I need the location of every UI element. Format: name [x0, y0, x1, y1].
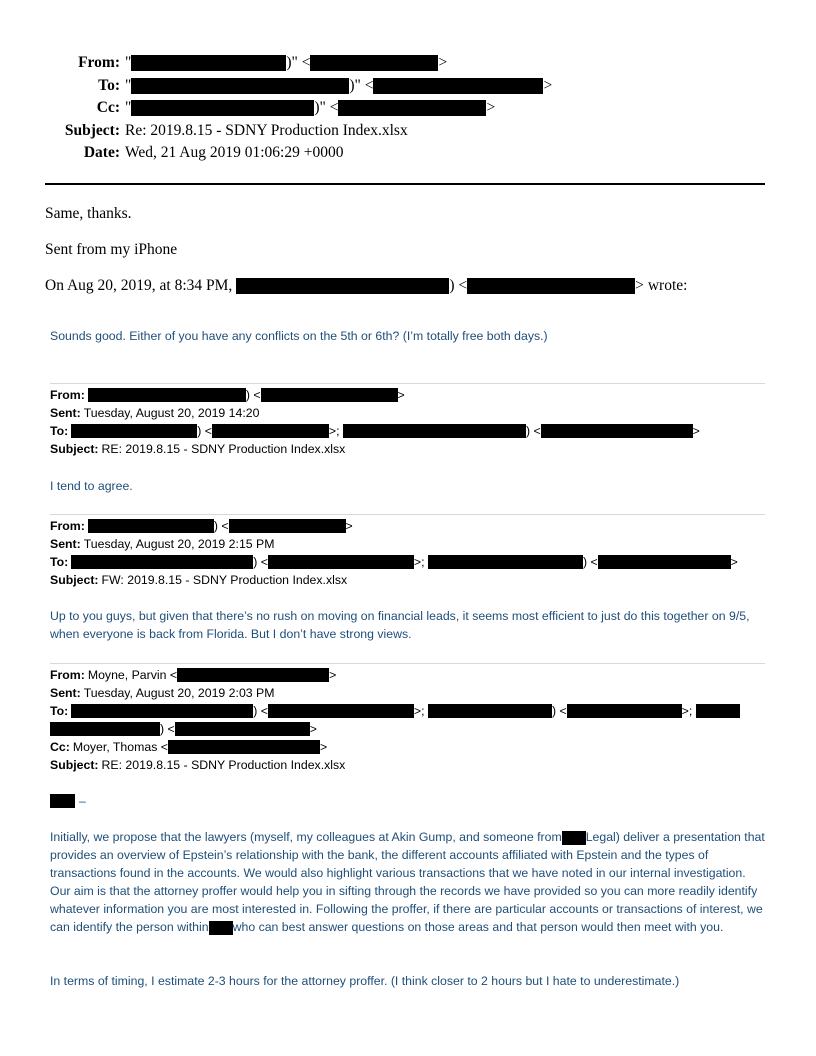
email-header: [45, 52, 553, 165]
redaction: [467, 278, 635, 294]
redaction: [175, 722, 310, 736]
redaction: [71, 424, 197, 438]
cc-label: Cc:: [96, 99, 120, 116]
from-label: From:: [78, 54, 120, 71]
subject-label: Subject:: [64, 121, 120, 139]
reply-line-2: Sent from my iPhone: [45, 241, 178, 258]
fwd3-to-label: To:: [50, 704, 69, 718]
fwd1-from-label: From:: [50, 388, 85, 402]
redaction: [50, 794, 75, 808]
fwd3-from-label: From:: [50, 668, 85, 682]
fwd3-sent-value: Tuesday, August 20, 2019 2:03 PM: [83, 686, 275, 700]
subject-value: Re: 2019.8.15 - SDNY Production Index.xlsx: [125, 121, 408, 139]
to-label: To:: [98, 76, 120, 94]
forward-1-body: I tend to agree.: [50, 479, 133, 493]
fwd3-subject-row: [50, 756, 765, 774]
fwd1-subject-row: [50, 440, 765, 458]
fwd2-to-label: To:: [50, 555, 69, 569]
quote-intro: On Aug 20, 2019, at 8:34 PM, ) < > wrote:: [45, 277, 688, 294]
redaction: [373, 78, 543, 94]
para1-part-b: Legal) deliver a presentation that provides an overview of Epstein’s relationship with the bank, the different accounts affiliated with Epstein and the types of transactions found in the accounts. We would also highlight various transactions that we have noted in our internal investigation. Our aim is that the attorney proffer would help you in sifting through the records we have provided so you can more readily identify whatever information you are most interested in. Following the proffer, if there are particular accounts or transactions of interest, we can identify the person within: [50, 830, 765, 934]
redaction: [209, 921, 233, 935]
fwd3-sent-label: Sent:: [50, 686, 81, 700]
redaction: [131, 100, 314, 116]
quote-prefix: On Aug 20, 2019, at 8:34 PM,: [45, 277, 233, 294]
fwd3-subject-label: Subject:: [50, 758, 99, 772]
forward-2-body: Up to you guys, but given that there’s no rush on moving on financial leads, it seems most efficient to just do this together on 9/5, when everyone is back from Florida. But I don’t have strong views.: [50, 609, 750, 641]
forward-3-paragraph-1: [50, 828, 765, 936]
redaction: [428, 704, 552, 718]
fwd3-to-row: To: ) < >; ) < >;: [50, 702, 765, 720]
redaction: [88, 388, 246, 402]
fwd3-from-row: From: Moyne, Parvin < >: [50, 668, 337, 682]
forward-3-greeting: [50, 792, 765, 810]
header-to-row: [45, 75, 553, 98]
fwd3-subject-value: RE: 2019.8.15 - SDNY Production Index.xlsx: [101, 758, 346, 772]
reply-line-1: Same, thanks.: [45, 205, 132, 222]
fwd2-sent-label: Sent:: [50, 537, 81, 551]
fwd3-cc-name: Moyer, Thomas: [72, 740, 158, 754]
redaction: [598, 555, 731, 569]
message-1-body: Sounds good. Either of you have any conflicts on the 5th or 6th? (I’m totally free both days.): [50, 329, 548, 343]
redaction: [212, 424, 329, 438]
fwd1-subject-value: RE: 2019.8.15 - SDNY Production Index.xlsx: [101, 442, 346, 456]
header-cc-row: [45, 97, 496, 120]
header-divider: [45, 183, 765, 185]
fwd2-to-row: To: ) < >; ) < >: [50, 555, 738, 569]
fwd1-sent-label: Sent:: [50, 406, 81, 420]
forward-1-header: [50, 386, 765, 458]
redaction: [268, 704, 414, 718]
fwd2-sent-value: Tuesday, August 20, 2019 2:15 PM: [83, 537, 275, 551]
fwd2-from-label: From:: [50, 519, 85, 533]
separator: [50, 514, 765, 515]
fwd1-sent-value: Tuesday, August 20, 2019 14:20: [83, 406, 260, 420]
redaction: [268, 555, 414, 569]
date-label: Date:: [83, 144, 120, 161]
to-value: " )" < >: [125, 76, 553, 94]
redaction: [71, 704, 253, 718]
fwd2-subject-row: [50, 571, 765, 589]
fwd1-to-label: To:: [50, 424, 69, 438]
fwd2-subject-value: FW: 2019.8.15 - SDNY Production Index.xlsx: [101, 573, 348, 587]
forward-3-paragraph-2: In terms of timing, I estimate 2-3 hours for the attorney proffer. (I think closer to 2 hours but I hate to underestimate.): [50, 974, 680, 988]
redaction: [88, 519, 214, 533]
redaction: [343, 424, 526, 438]
fwd1-to-row: To: ) < >; ) < >: [50, 424, 700, 438]
forward-3-header: [50, 666, 765, 774]
fwd2-subject-label: Subject:: [50, 573, 99, 587]
redaction: [168, 740, 320, 754]
fwd3-sent-row: [50, 684, 765, 702]
para1-part-a: Initially, we propose that the lawyers (myself, my colleagues at Akin Gump, and someone from: [50, 830, 562, 844]
redaction: [567, 704, 682, 718]
redaction: [562, 831, 586, 845]
fwd2-sent-row: [50, 535, 765, 553]
redaction: [310, 55, 438, 71]
redaction: [50, 722, 160, 736]
header-subject-row: [45, 120, 445, 143]
fwd3-to-row-cont: ) < >: [50, 720, 765, 738]
redaction: [236, 278, 449, 294]
redaction: [131, 55, 286, 71]
quote-suffix: wrote:: [647, 277, 688, 294]
header-from-row: [45, 52, 448, 75]
fwd3-cc-row: Cc: Moyer, Thomas < >: [50, 740, 328, 754]
redaction: [541, 424, 693, 438]
redaction: [229, 519, 346, 533]
greeting-dash: –: [79, 794, 86, 808]
redaction: [177, 668, 329, 682]
para1-part-c: who can best answer questions on those areas and that person would then meet with you.: [232, 920, 724, 934]
redaction: [428, 555, 583, 569]
redaction: [131, 78, 349, 94]
from-value: " )" < >: [125, 54, 448, 71]
fwd3-cc-label: Cc:: [50, 740, 70, 754]
fwd1-from-row: From: ) < >: [50, 388, 405, 402]
fwd1-sent-row: [50, 404, 765, 422]
separator: [50, 383, 765, 384]
fwd1-subject-label: Subject:: [50, 442, 99, 456]
cc-value: " )" < >: [125, 99, 496, 116]
separator: [50, 663, 765, 664]
redaction: [71, 555, 253, 569]
redaction: [261, 388, 398, 402]
redaction: [338, 100, 486, 116]
date-value: Wed, 21 Aug 2019 01:06:29 +0000: [125, 144, 344, 161]
redaction: [696, 704, 740, 718]
fwd2-from-row: From: ) < >: [50, 519, 353, 533]
header-date-row: [45, 142, 445, 165]
forward-2-header: [50, 517, 765, 589]
fwd3-from-name: Moyne, Parvin: [87, 668, 167, 682]
